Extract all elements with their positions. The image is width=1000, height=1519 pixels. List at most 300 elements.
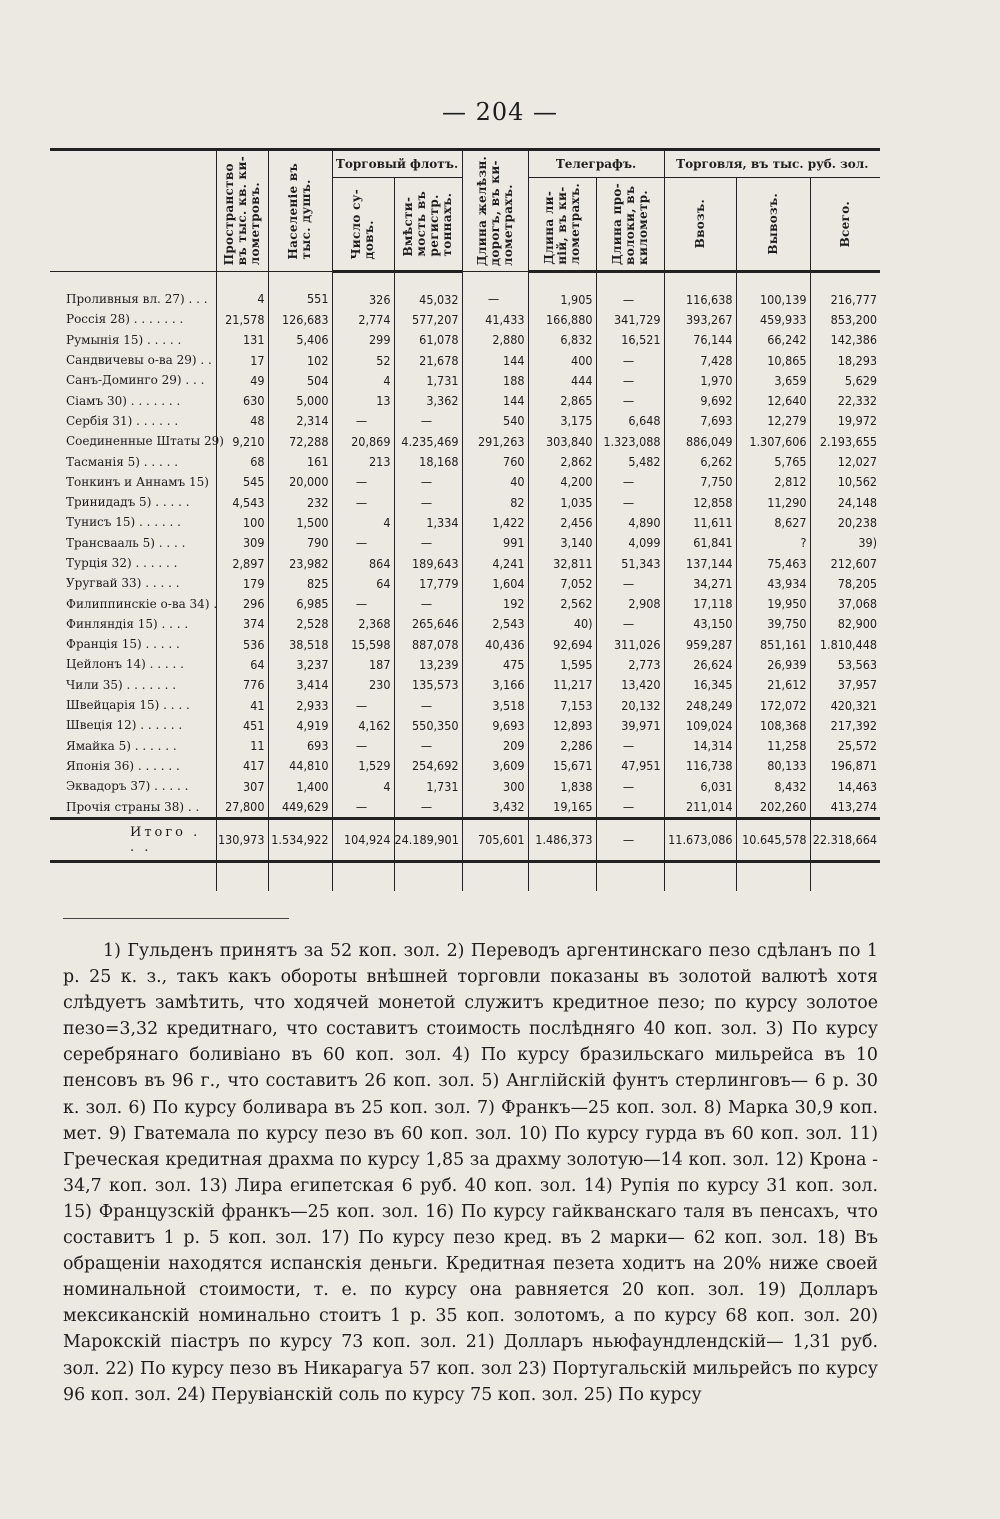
cell-area: 11 (216, 736, 268, 756)
cell-pop: 72,288 (268, 431, 332, 451)
cell-rail: 291,263 (462, 431, 528, 451)
table-row (50, 553, 880, 573)
cell-area: 131 (216, 330, 268, 350)
cell-wires: — (596, 370, 664, 390)
cell-wires: — (596, 350, 664, 370)
cell-lines: 11,217 (528, 675, 596, 695)
cell-area: 4,543 (216, 492, 268, 512)
table-row (50, 330, 880, 350)
table-row (50, 715, 880, 735)
cell-area: 68 (216, 451, 268, 471)
country-name: Тунисъ 15) . . . . . . (66, 515, 181, 530)
country-name: Швеція 12) . . . . . . (66, 718, 183, 733)
header-railways: Длина желѣзн. дорогъ, въ ки- лометрахъ. (462, 150, 528, 272)
country-name: Уругвай 33) . . . . . (66, 576, 180, 591)
country-name: Швейцарія 15) . . . . (66, 698, 190, 713)
cell-imp: 1,970 (664, 370, 736, 390)
cell-exp: 39,750 (736, 614, 810, 634)
country-name: Россія 28) . . . . . . . (66, 312, 184, 327)
cell-pop: 44,810 (268, 756, 332, 776)
cell-rail: 82 (462, 492, 528, 512)
cell-lines: 1,595 (528, 654, 596, 674)
cell-tot: 196,871 (810, 756, 880, 776)
cell-wires: 51,343 (596, 553, 664, 573)
cell-tons: 265,646 (394, 614, 462, 634)
cell-exp: 12,640 (736, 390, 810, 410)
cell-tot: 853,200 (810, 309, 880, 329)
cell-exp: 11,290 (736, 492, 810, 512)
cell-rail: 991 (462, 533, 528, 553)
cell-imp: 109,024 (664, 715, 736, 735)
country-name: Эквадоръ 37) . . . . . (66, 779, 189, 794)
cell-pop: 20,000 (268, 472, 332, 492)
cell-exp: 202,260 (736, 796, 810, 818)
cell-exp: 5,765 (736, 451, 810, 471)
cell-area: 776 (216, 675, 268, 695)
cell-wires: 47,951 (596, 756, 664, 776)
cell-pop: 551 (268, 272, 332, 310)
table-body (50, 272, 880, 819)
cell-pop: 2,314 (268, 411, 332, 431)
cell-lines: 4,200 (528, 472, 596, 492)
cell-wires: 341,729 (596, 309, 664, 329)
cell-area: 417 (216, 756, 268, 776)
cell-exp: 8,627 (736, 512, 810, 532)
cell-imp: 886,049 (664, 431, 736, 451)
cell-tot: 19,972 (810, 411, 880, 431)
cell-ships: — (332, 736, 394, 756)
cell-imp: 116,738 (664, 756, 736, 776)
cell-pop: 232 (268, 492, 332, 512)
cell-exp: 66,242 (736, 330, 810, 350)
cell-imp: 17,118 (664, 593, 736, 613)
cell-exp: 11,258 (736, 736, 810, 756)
cell-tot: 212,607 (810, 553, 880, 573)
cell-pop: 38,518 (268, 634, 332, 654)
table-row (50, 370, 880, 390)
table-row (50, 272, 880, 310)
cell-exp: 108,368 (736, 715, 810, 735)
cell-lines: 2,862 (528, 451, 596, 471)
cell-lines: 3,175 (528, 411, 596, 431)
table-row (50, 309, 880, 329)
cell-exp: 1.307,606 (736, 431, 810, 451)
cell-exp: 21,612 (736, 675, 810, 695)
cell-area: 2,897 (216, 553, 268, 573)
cell-rail: 188 (462, 370, 528, 390)
cell-pop: 5,406 (268, 330, 332, 350)
cell-tons: 21,678 (394, 350, 462, 370)
cell-ships: 864 (332, 553, 394, 573)
cell-exp: 26,939 (736, 654, 810, 674)
cell-lines: 2,456 (528, 512, 596, 532)
country-name: Турція 32) . . . . . . (66, 556, 178, 570)
cell-exp: 2,812 (736, 472, 810, 492)
cell-tot: 53,563 (810, 654, 880, 674)
cell-wires: — (596, 776, 664, 796)
cell-rail: 144 (462, 350, 528, 370)
country-name: Тонкинъ и Аннамъ 15) (66, 474, 209, 489)
cell-tons: 1,334 (394, 512, 462, 532)
cell-rail: 144 (462, 390, 528, 410)
cell-tons: 550,350 (394, 715, 462, 735)
cell-pop: 5,000 (268, 390, 332, 410)
header-tel-lines: Длина ли- ній, въ ки- лометрахъ. (528, 178, 596, 272)
cell-wires: — (596, 796, 664, 818)
cell-imp: 26,624 (664, 654, 736, 674)
cell-rail: 40,436 (462, 634, 528, 654)
cell-ships: 2,774 (332, 309, 394, 329)
table-row (50, 675, 880, 695)
header-ships: Число су- довъ. (332, 178, 394, 272)
table-row (50, 431, 880, 451)
cell-rail: 209 (462, 736, 528, 756)
table-row (50, 736, 880, 756)
cell-wires: — (596, 272, 664, 310)
table-row (50, 796, 880, 818)
cell-tot: 37,957 (810, 675, 880, 695)
cell-pop: 23,982 (268, 553, 332, 573)
cell-tons: 887,078 (394, 634, 462, 654)
cell-lines: 19,165 (528, 796, 596, 818)
cell-tons: — (394, 593, 462, 613)
cell-area: 536 (216, 634, 268, 654)
cell-lines: 2,562 (528, 593, 596, 613)
cell-lines: 15,671 (528, 756, 596, 776)
cell-imp: 61,841 (664, 533, 736, 553)
cell-tot: 2.193,655 (810, 431, 880, 451)
country-name: Румынія 15) . . . . . (66, 332, 182, 347)
cell-area: 296 (216, 593, 268, 613)
cell-imp: 76,144 (664, 330, 736, 350)
cell-exp: 19,950 (736, 593, 810, 613)
cell-wires: 2,908 (596, 593, 664, 613)
cell-wires: 4,890 (596, 512, 664, 532)
cell-tons: 17,779 (394, 573, 462, 593)
totals-tons: 24.189,901 (394, 818, 462, 861)
cell-pop: 2,528 (268, 614, 332, 634)
cell-rail: 41,433 (462, 309, 528, 329)
cell-rail: 475 (462, 654, 528, 674)
cell-tons: 254,692 (394, 756, 462, 776)
cell-tons: — (394, 736, 462, 756)
cell-area: 64 (216, 654, 268, 674)
cell-tot: 1.810,448 (810, 634, 880, 654)
totals-imp: 11.673,086 (664, 818, 736, 861)
table-row (50, 390, 880, 410)
cell-ships: 4,162 (332, 715, 394, 735)
cell-imp: 43,150 (664, 614, 736, 634)
country-name: Трансвааль 5) . . . . (66, 535, 186, 550)
cell-wires: — (596, 472, 664, 492)
cell-wires: — (596, 390, 664, 410)
table-row (50, 350, 880, 370)
cell-ships: 52 (332, 350, 394, 370)
cell-exp: 3,659 (736, 370, 810, 390)
header-tonnage: Вмѣсти- мость въ регистр. тоннахъ. (394, 178, 462, 272)
cell-area: 545 (216, 472, 268, 492)
country-name: Соединенные Штаты 29) (66, 434, 224, 449)
cell-ships: 20,869 (332, 431, 394, 451)
cell-imp: 959,287 (664, 634, 736, 654)
cell-tons: — (394, 492, 462, 512)
table-row (50, 756, 880, 776)
table-row (50, 411, 880, 431)
cell-tot: 217,392 (810, 715, 880, 735)
table-row (50, 614, 880, 634)
cell-tot: 5,629 (810, 370, 880, 390)
cell-ships: 326 (332, 272, 394, 310)
header-tel-wires: Длина про- волоки, въ километр. (596, 178, 664, 272)
cell-wires: 1.323,088 (596, 431, 664, 451)
cell-tons: 45,032 (394, 272, 462, 310)
cell-ships: — (332, 796, 394, 818)
cell-lines: 40) (528, 614, 596, 634)
cell-lines: 7,153 (528, 695, 596, 715)
country-name: Тасманія 5) . . . . . (66, 454, 179, 469)
cell-lines: 1,035 (528, 492, 596, 512)
cell-rail: 1,604 (462, 573, 528, 593)
cell-ships: 299 (332, 330, 394, 350)
cell-area: 41 (216, 695, 268, 715)
table-row (50, 573, 880, 593)
cell-area: 17 (216, 350, 268, 370)
header-country (50, 150, 216, 272)
totals-area: 130,973 (216, 818, 268, 861)
cell-imp: 7,693 (664, 411, 736, 431)
cell-pop: 504 (268, 370, 332, 390)
cell-tot: 413,274 (810, 796, 880, 818)
cell-exp: 8,432 (736, 776, 810, 796)
cell-area: 100 (216, 512, 268, 532)
cell-tons: 13,239 (394, 654, 462, 674)
cell-ships: 13 (332, 390, 394, 410)
table-row (50, 492, 880, 512)
totals-exp: 10.645,578 (736, 818, 810, 861)
cell-wires: 311,026 (596, 634, 664, 654)
cell-tons: — (394, 695, 462, 715)
cell-wires: — (596, 573, 664, 593)
cell-exp: 75,463 (736, 553, 810, 573)
cell-imp: 6,031 (664, 776, 736, 796)
cell-tot: 420,321 (810, 695, 880, 715)
cell-rail: 3,609 (462, 756, 528, 776)
cell-rail: 4,241 (462, 553, 528, 573)
totals-ships: 104,924 (332, 818, 394, 861)
cell-area: 4 (216, 272, 268, 310)
cell-rail: 300 (462, 776, 528, 796)
cell-rail: 9,693 (462, 715, 528, 735)
cell-tot: 216,777 (810, 272, 880, 310)
cell-tons: 1,731 (394, 370, 462, 390)
cell-lines: 6,832 (528, 330, 596, 350)
cell-tot: 24,148 (810, 492, 880, 512)
cell-imp: 248,249 (664, 695, 736, 715)
totals-label: Итого . . . (50, 818, 216, 861)
cell-tot: 37,068 (810, 593, 880, 613)
cell-ships: 187 (332, 654, 394, 674)
cell-lines: 444 (528, 370, 596, 390)
country-name: Сандвичевы о-ва 29) . . (66, 353, 212, 368)
cell-pop: 3,414 (268, 675, 332, 695)
country-name: Японія 36) . . . . . . (66, 758, 180, 773)
table-tail-row (50, 861, 880, 891)
cell-pop: 1,500 (268, 512, 332, 532)
cell-area: 307 (216, 776, 268, 796)
cell-imp: 7,750 (664, 472, 736, 492)
cell-wires: 20,132 (596, 695, 664, 715)
statistics-table-container (50, 148, 880, 891)
header-trade: Торговля, въ тыс. руб. зол. (664, 150, 880, 178)
cell-imp: 6,262 (664, 451, 736, 471)
table-row (50, 695, 880, 715)
cell-area: 309 (216, 533, 268, 553)
cell-imp: 7,428 (664, 350, 736, 370)
cell-pop: 126,683 (268, 309, 332, 329)
cell-tons: — (394, 472, 462, 492)
cell-area: 48 (216, 411, 268, 431)
cell-lines: 12,893 (528, 715, 596, 735)
cell-imp: 393,267 (664, 309, 736, 329)
cell-exp: 851,161 (736, 634, 810, 654)
cell-rail: 2,543 (462, 614, 528, 634)
country-name: Тринидадъ 5) . . . . . (66, 495, 190, 510)
header-population: Населеніе въ тыс. душъ. (268, 150, 332, 272)
cell-imp: 9,692 (664, 390, 736, 410)
cell-imp: 12,858 (664, 492, 736, 512)
cell-rail: — (462, 272, 528, 310)
country-name: Цейлонъ 14) . . . . . (66, 657, 184, 672)
cell-tot: 18,293 (810, 350, 880, 370)
cell-ships: 64 (332, 573, 394, 593)
cell-tot: 12,027 (810, 451, 880, 471)
cell-lines: 3,140 (528, 533, 596, 553)
cell-exp: 43,934 (736, 573, 810, 593)
cell-rail: 192 (462, 593, 528, 613)
cell-exp: 459,933 (736, 309, 810, 329)
country-name: Чили 35) . . . . . . . (66, 677, 177, 692)
cell-tot: 25,572 (810, 736, 880, 756)
cell-wires: 5,482 (596, 451, 664, 471)
country-name: Санъ-Доминго 29) . . . (66, 373, 205, 388)
cell-area: 630 (216, 390, 268, 410)
country-name: Сербія 31) . . . . . . (66, 413, 179, 428)
totals-tot: 22.318,664 (810, 818, 880, 861)
cell-exp: 100,139 (736, 272, 810, 310)
cell-wires: 13,420 (596, 675, 664, 695)
cell-ships: — (332, 492, 394, 512)
cell-tons: 18,168 (394, 451, 462, 471)
cell-imp: 16,345 (664, 675, 736, 695)
cell-ships: — (332, 695, 394, 715)
cell-rail: 540 (462, 411, 528, 431)
cell-tot: 10,562 (810, 472, 880, 492)
statistics-table (50, 148, 880, 891)
cell-lines: 2,286 (528, 736, 596, 756)
cell-tons: — (394, 796, 462, 818)
cell-wires: — (596, 736, 664, 756)
cell-tons: 4.235,469 (394, 431, 462, 451)
footnote-divider (63, 918, 289, 919)
cell-area: 49 (216, 370, 268, 390)
cell-exp: 172,072 (736, 695, 810, 715)
page-number: — 204 — (441, 98, 559, 126)
header-exports: Вывозъ. (736, 178, 810, 272)
cell-imp: 211,014 (664, 796, 736, 818)
country-name: Ямайка 5) . . . . . . (66, 738, 177, 753)
cell-lines: 166,880 (528, 309, 596, 329)
footnotes: 1) Гульденъ принятъ за 52 коп. зол. 2) Переводъ аргентинскаго пезо сдѣланъ по 1 р. 25 к. з., такъ какъ обороты внѣшней торговли показаны въ золотой валютѣ хотя слѣдуетъ замѣтить, что ходячей монетой служитъ кредитное пезо; по курсу золотое пезо=3,32 кредитнаго, что составитъ стоимость послѣдняго 40 коп. зол. 3) По курсу серебрянаго боливіано въ 60 коп. зол. 4) По курсу бразильскаго мильрейса въ 10 пенсовъ въ 96 г., что составитъ 26 коп. зол. 5) Англійскій фунтъ стерлинговъ— 6 р. 30 к. зол. 6) По курсу боливара въ 25 коп. зол. 7) Франкъ—25 коп. зол. 8) Марка 30,9 коп. мет. 9) Гватемала по курсу пезо въ 60 коп. зол. 10) По курсу гурда въ 60 коп. зол. 11) Греческая кредитная драхма по курсу 1,85 за драхму золотую—14 коп. зол. 12) Крона - 34,7 коп. зол. 13) Лира египетская 6 руб. 40 коп. зол. 14) Рупія по курсу 31 коп. зол. 15) Французскій франкъ—25 коп. зол. 16) По курсу гайкванскаго таля въ пенсахъ, что составитъ 1 р. 5 коп. зол. 17) По курсу пезо кред. въ 2 марки— 62 коп. зол. 18) Въ обращеніи находятся испанскія деньги. Кредитная пезета ходитъ на 20% ниже своей номинальной стоимости, т. е. по курсу она равняется 20 коп. зол. 19) Долларъ мексиканскій номинально стоитъ 1 р. 35 коп. золотомъ, а по курсу 68 коп. зол. 20) Марокскій піастръ по курсу 73 коп. зол. 21) Долларъ ньюфаундлендскій— 1,31 руб. зол. 22) По курсу пезо въ Никарагуа 57 коп. зол 23) Португальскій мильрейсъ по курсу 96 коп. зол. 24) Перувіанскій соль по курсу 75 коп. зол. 25) По курсу (63, 941, 878, 1405)
header-imports: Ввозъ. (664, 178, 736, 272)
cell-pop: 2,933 (268, 695, 332, 715)
cell-tot: 82,900 (810, 614, 880, 634)
cell-lines: 303,840 (528, 431, 596, 451)
country-name: Филиппинскіе о-ва 34) . (66, 596, 218, 611)
cell-pop: 825 (268, 573, 332, 593)
totals-wires: — (596, 818, 664, 861)
cell-tons: 577,207 (394, 309, 462, 329)
cell-rail: 3,432 (462, 796, 528, 818)
cell-area: 451 (216, 715, 268, 735)
table-row (50, 634, 880, 654)
cell-lines: 92,694 (528, 634, 596, 654)
cell-area: 9,210 (216, 431, 268, 451)
cell-lines: 32,811 (528, 553, 596, 573)
cell-exp: 12,279 (736, 411, 810, 431)
cell-exp: 80,133 (736, 756, 810, 776)
cell-tons: — (394, 533, 462, 553)
cell-ships: 4 (332, 776, 394, 796)
cell-pop: 3,237 (268, 654, 332, 674)
cell-wires: 39,971 (596, 715, 664, 735)
table-row (50, 654, 880, 674)
country-name: Сіамъ 30) . . . . . . . (66, 393, 181, 408)
cell-ships: 15,598 (332, 634, 394, 654)
table-row (50, 512, 880, 532)
totals-rail: 705,601 (462, 818, 528, 861)
cell-lines: 1,838 (528, 776, 596, 796)
cell-tons: 135,573 (394, 675, 462, 695)
cell-pop: 161 (268, 451, 332, 471)
cell-tons: 3,362 (394, 390, 462, 410)
cell-pop: 1,400 (268, 776, 332, 796)
table-row (50, 472, 880, 492)
cell-wires: — (596, 614, 664, 634)
cell-ships: — (332, 472, 394, 492)
table-row (50, 451, 880, 471)
cell-rail: 3,518 (462, 695, 528, 715)
cell-tons: 1,731 (394, 776, 462, 796)
cell-ships: 2,368 (332, 614, 394, 634)
table-row (50, 776, 880, 796)
cell-tot: 20,238 (810, 512, 880, 532)
totals-pop: 1.534,922 (268, 818, 332, 861)
cell-imp: 11,611 (664, 512, 736, 532)
cell-ships: — (332, 411, 394, 431)
cell-ships: 4 (332, 512, 394, 532)
cell-wires: — (596, 492, 664, 512)
cell-ships: 213 (332, 451, 394, 471)
country-name: Финляндія 15) . . . . (66, 616, 189, 631)
cell-imp: 34,271 (664, 573, 736, 593)
totals-row (50, 818, 880, 861)
cell-rail: 1,422 (462, 512, 528, 532)
cell-tot: 39) (810, 533, 880, 553)
cell-lines: 1,905 (528, 272, 596, 310)
cell-tons: 61,078 (394, 330, 462, 350)
cell-pop: 4,919 (268, 715, 332, 735)
cell-imp: 137,144 (664, 553, 736, 573)
